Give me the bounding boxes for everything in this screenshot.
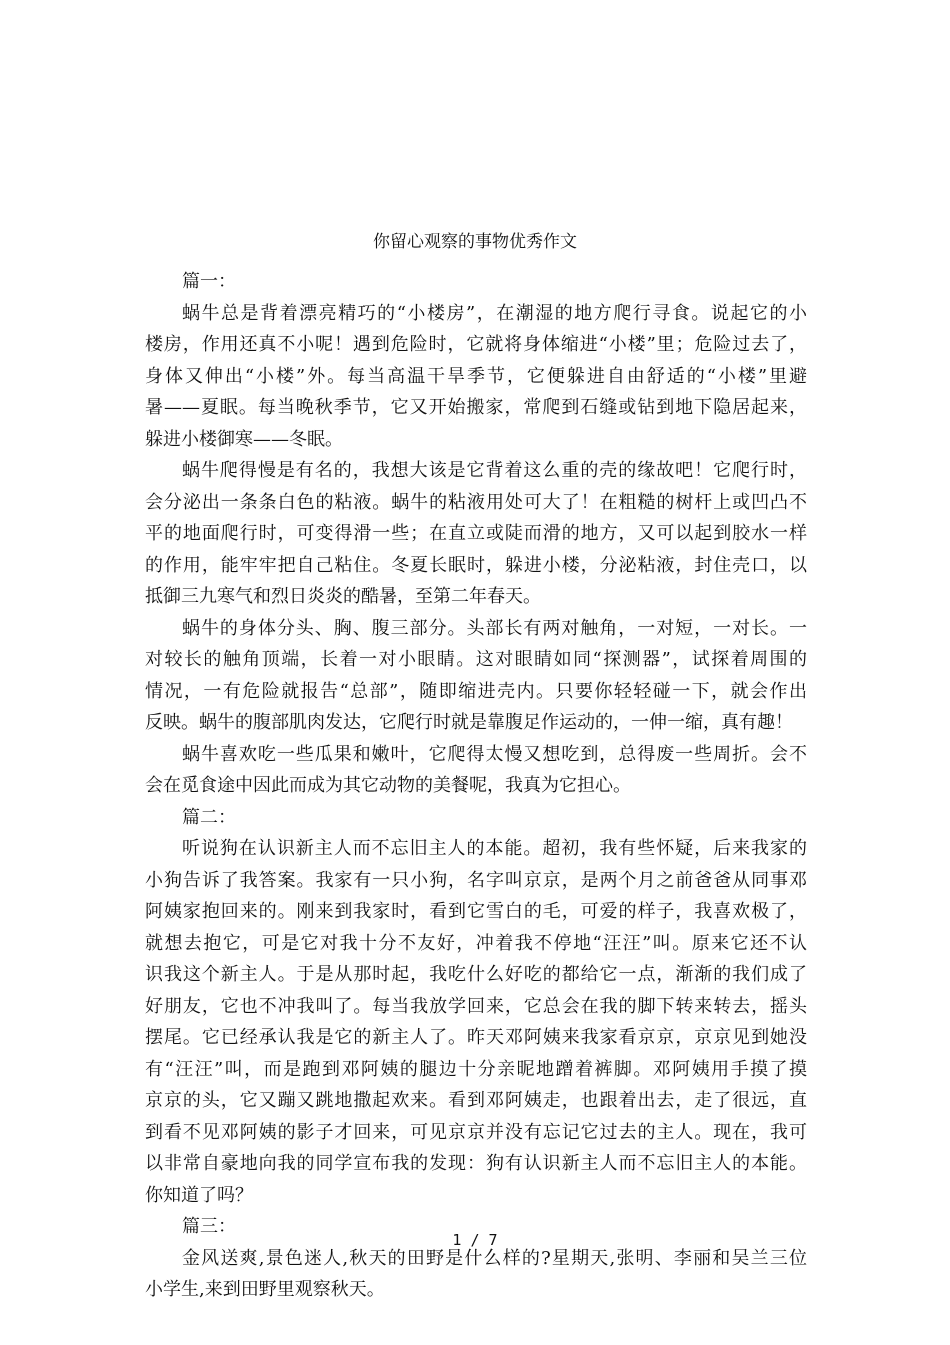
text-line: 平的地面爬行时，可变得滑一些；在直立或陡而滑的地方，又可以起到胶水一样 <box>145 523 807 544</box>
text-line: 蜗牛总是背着漂亮精巧的“小楼房”，在潮湿的地方爬行寻食。说起它的小 <box>182 302 807 324</box>
document-title: 你留心观察的事物优秀作文 <box>373 232 577 252</box>
text-line: 篇二： <box>182 806 236 828</box>
text-line: 对较长的触角顶端，长着一对小眼睛。这对眼睛如同“探测器”，试探着周围的 <box>145 649 807 670</box>
document-body <box>145 266 807 1306</box>
text-line: 蜗牛爬得慢是有名的，我想大该是它背着这么重的壳的缘故吧！它爬行时， <box>182 460 807 481</box>
text-line: 蜗牛的身体分头、胸、腹三部分。头部长有两对触角，一对短，一对长。一 <box>182 617 807 639</box>
text-line: 身体又伸出“小楼”外。每当高温干旱季节，它便躲进自由舒适的“小楼”里避 <box>145 365 807 387</box>
text-line: 抵御三九寒气和烈日炎炎的酷暑，至第二年春天。 <box>145 586 541 607</box>
text-line: 篇三： <box>182 1216 236 1237</box>
text-line: 金风送爽,景色迷人,秋天的田野是什么样的?星期天,张明、李丽和吴兰三位 <box>182 1247 807 1269</box>
text-line: 有“汪汪”叫，而是跑到邓阿姨的腿边十分亲昵地蹭着裤脚。邓阿姨用手摸了摸 <box>145 1058 807 1080</box>
text-line: 情况，一有危险就报告“总部”，随即缩进壳内。只要你轻轻碰一下，就会作出 <box>145 680 807 702</box>
text-line: 以非常自豪地向我的同学宣布我的发现：狗有认识新主人而不忘旧主人的本能。 <box>145 1153 807 1174</box>
text-line: 小狗告诉了我答案。我家有一只小狗，名字叫京京，是两个月之前爸爸从同事邓 <box>145 869 807 891</box>
text-line: 篇一： <box>182 271 236 292</box>
text-line: 摆尾。它已经承认我是它的新主人了。昨天邓阿姨来我家看京京，京京见到她没 <box>145 1027 807 1048</box>
text-line: 就想去抱它，可是它对我十分不友好，冲着我不停地“汪汪”叫。原来它还不认 <box>145 932 807 954</box>
text-line: 会分泌出一条条白色的粘液。蜗牛的粘液用处可大了！在粗糙的树杆上或凹凸不 <box>145 491 807 513</box>
text-line: 反映。蜗牛的腹部肌肉发达，它爬行时就是靠腹足作运动的，一伸一缩，真有趣！ <box>145 712 793 733</box>
text-line: 暑——夏眠。每当晚秋季节，它又开始搬家，常爬到石缝或钻到地下隐居起来， <box>145 397 807 418</box>
text-line: 楼房，作用还真不小呢！遇到危险时，它就将身体缩进“小楼”里；危险过去了， <box>145 334 807 355</box>
text-line: 阿姨家抱回来的。刚来到我家时，看到它雪白的毛，可爱的样子，我喜欢极了， <box>145 901 807 922</box>
text-line: 你知道了吗？ <box>145 1184 253 1206</box>
text-line: 会在觅食途中因此而成为其它动物的美餐呢，我真为它担心。 <box>145 775 631 796</box>
page-indicator: 1 / 7 <box>452 1231 498 1249</box>
text-line: 京京的头，它又蹦又跳地撒起欢来。看到邓阿姨走，也跟着出去，走了很远，直 <box>145 1090 807 1111</box>
text-line: 到看不见邓阿姨的影子才回来，可见京京并没有忘记它过去的主人。现在，我可 <box>145 1121 807 1143</box>
text-line: 蜗牛喜欢吃一些瓜果和嫩叶，它爬得太慢又想吃到，总得废一些周折。会不 <box>182 743 807 765</box>
text-line: 好朋友，它也不冲我叫了。每当我放学回来，它总会在我的脚下转来转去，摇头 <box>145 995 807 1017</box>
text-line: 听说狗在认识新主人而不忘旧主人的本能。超初，我有些怀疑，后来我家的 <box>182 838 807 859</box>
text-line: 躲进小楼御寒——冬眠。 <box>145 428 343 450</box>
text-line: 小学生,来到田野里观察秋天。 <box>145 1279 385 1300</box>
text-line: 识我这个新主人。于是从那时起，我吃什么好吃的都给它一点，渐渐的我们成了 <box>145 964 807 985</box>
text-line: 的作用，能牢牢把自己粘住。冬夏长眠时，躲进小楼，分泌粘液，封住壳口，以 <box>145 554 807 576</box>
